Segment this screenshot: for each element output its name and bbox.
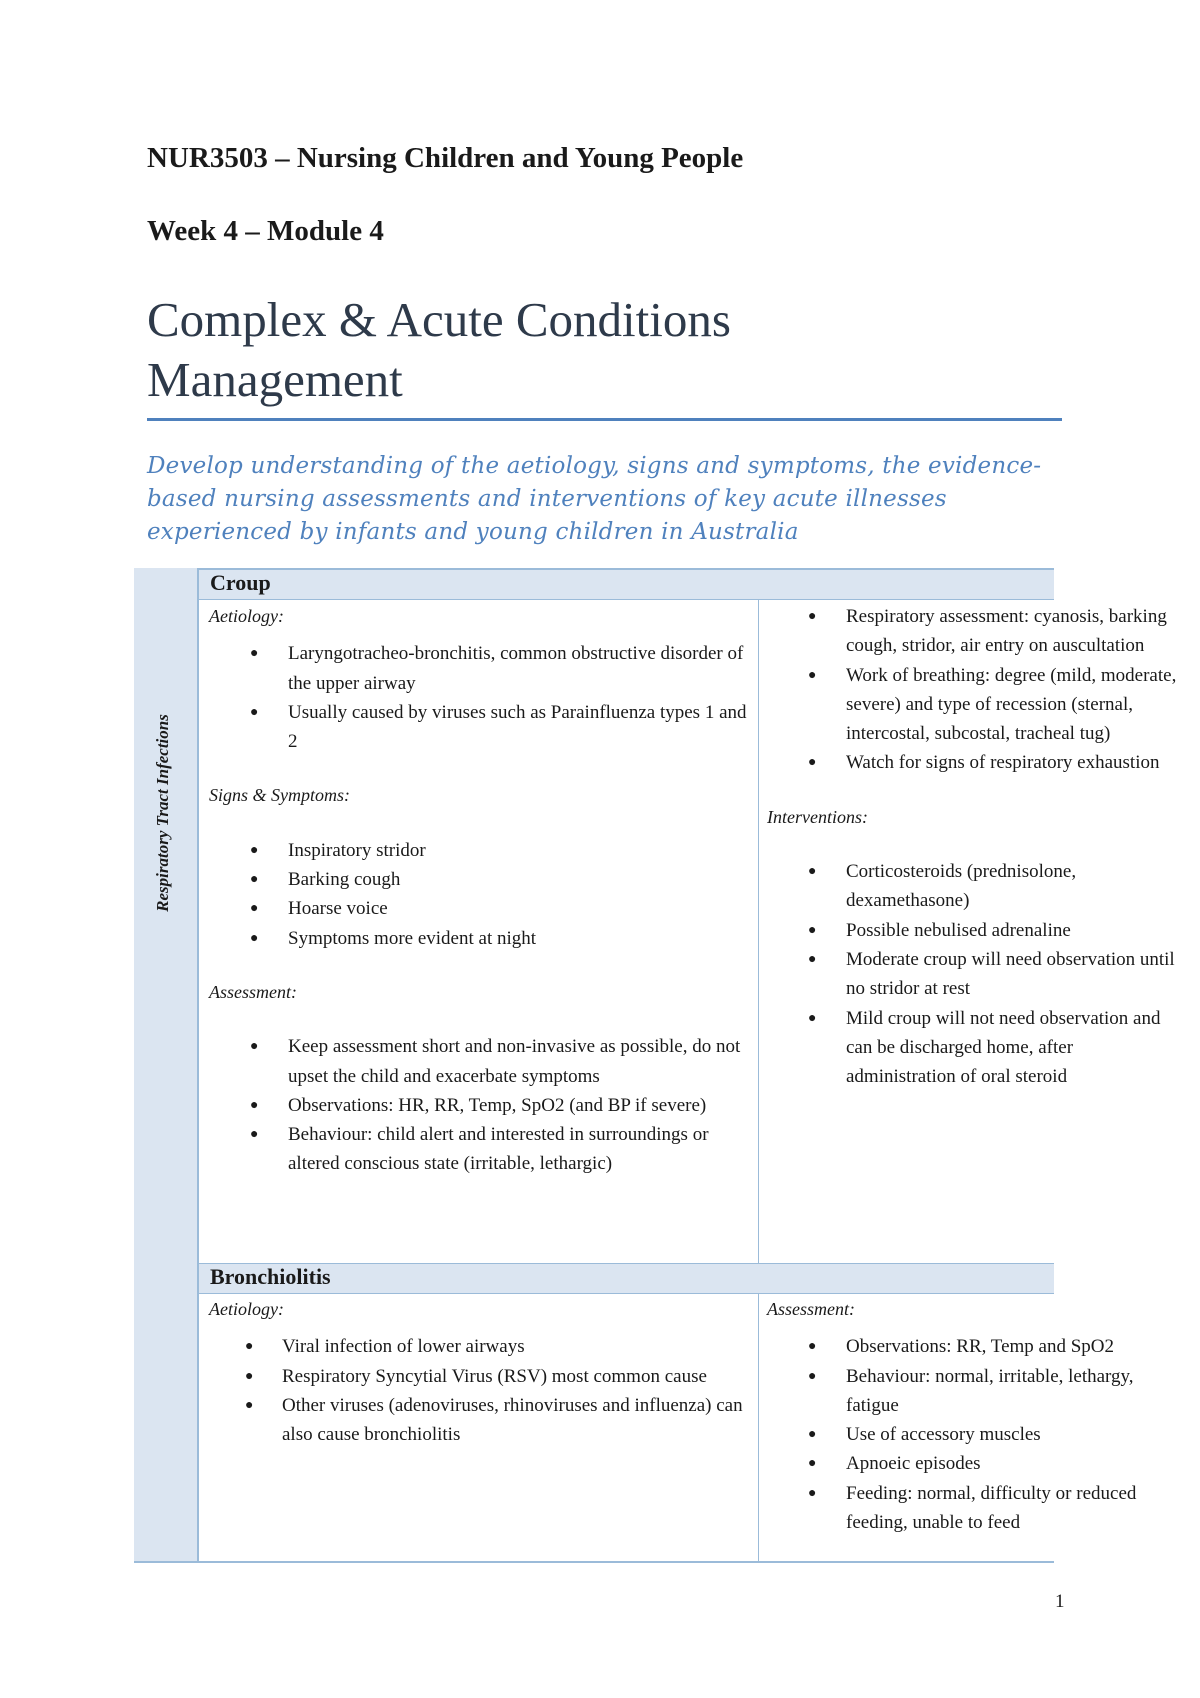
bullet-icon: ● [808,1010,817,1026]
conditions-table [134,568,1177,1563]
bullet-icon: ● [245,1368,254,1384]
list-item: ● Keep assessment short and non-invasive as possible, do not upset the child and exacerbate symptoms [209,1032,749,1091]
croup-left-cell [209,602,749,1179]
bullet-icon: ● [245,1397,254,1413]
bullet-icon: ● [250,646,259,662]
croup-column-divider [758,600,759,1263]
croup-assessment-list [209,1032,749,1178]
list-item: ● Barking cough [209,865,749,894]
list-item: ● Work of breathing: degree (mild, moderate, severe) and type of recession (sternal, intercostal, subcostal, tracheal tug) [767,661,1187,749]
croup-interventions-label: Interventions: [767,806,868,827]
bullet-icon: ● [808,1485,817,1501]
croup-interventions-list [767,857,1187,1091]
list-item: ● Mild croup will not need observation and can be discharged home, after administration of oral steroid [767,1004,1187,1092]
list-item: ● Behaviour: normal, irritable, lethargy, fatigue [767,1362,1187,1421]
list-item: ● Corticosteroids (prednisolone, dexamethasone) [767,857,1187,916]
bullet-icon: ● [250,930,259,946]
bullet-icon: ● [250,1097,259,1113]
page-title-line-1: Complex & Acute Conditions [147,292,731,347]
bullet-icon: ● [808,951,817,967]
page-title-line-2: Management [147,352,403,407]
list-item: ● Usually caused by viruses such as Parainfluenza types 1 and 2 [209,698,749,757]
list-item: ● Laryngotracheo-bronchitis, common obstructive disorder of the upper airway [209,639,749,698]
bullet-icon: ● [808,609,817,624]
bronchiolitis-assessment-list [767,1332,1187,1537]
course-heading: NUR3503 – Nursing Children and Young People [147,142,744,174]
title-underline [147,418,1062,421]
bullet-icon: ● [250,1127,259,1143]
list-item: ● Apnoeic episodes [767,1449,1187,1478]
learning-objective: Develop understanding of the aetiology, signs and symptoms, the evidence-based nursing assessments and interventions of key acute illnesses experienced by infants and young children in Australia [147,453,1042,545]
list-item: ● Respiratory assessment: cyanosis, barking cough, stridor, air entry on auscultation [767,602,1187,661]
list-item: ● Watch for signs of respiratory exhaustion [767,748,1187,777]
list-item: ● Behaviour: child alert and interested in surroundings or altered conscious state (irritable, lethargic) [209,1120,749,1179]
croup-signs-list [209,836,749,953]
list-item: ● Viral infection of lower airways [209,1332,749,1361]
bronchiolitis-aetiology-list [209,1332,749,1449]
bullet-icon: ● [808,1427,817,1443]
table-bottom-border [134,1561,1054,1563]
croup-header-row [199,570,1054,600]
bronchiolitis-title: Bronchiolitis [210,1264,331,1289]
list-item: ● Inspiratory stridor [209,836,749,865]
list-item: ● Feeding: normal, difficulty or reduced feeding, unable to feed [767,1479,1187,1538]
bronchiolitis-right-cell [767,1295,1187,1537]
bullet-icon: ● [808,755,817,771]
bullet-icon: ● [808,1456,817,1472]
bullet-icon: ● [250,1039,259,1055]
croup-title: Croup [210,570,271,595]
croup-aetiology-label: Aetiology: [209,606,284,626]
bullet-icon: ● [808,1339,817,1355]
bullet-icon: ● [250,901,259,917]
bronchiolitis-aetiology-label: Aetiology: [209,1299,284,1319]
list-item: ● Respiratory Syncytial Virus (RSV) most common cause [209,1362,749,1391]
bullet-icon: ● [250,872,259,888]
bronchiolitis-left-cell [209,1295,749,1449]
croup-signs-label: Signs & Symptoms: [209,785,350,806]
list-item: ● Use of accessory muscles [767,1420,1187,1449]
list-item: ● Observations: RR, Temp and SpO2 [767,1332,1187,1361]
list-item: ● Possible nebulised adrenaline [767,916,1187,945]
list-item: ● Moderate croup will need observation until no stridor at rest [767,945,1187,1004]
bullet-icon: ● [808,667,817,683]
page-title [147,290,1067,410]
croup-assessment-label: Assessment: [209,981,297,1002]
page-number: 1 [1055,1591,1065,1612]
category-label: Respiratory Tract Infections [153,714,172,912]
bullet-icon: ● [808,1368,817,1384]
bullet-icon: ● [250,704,259,720]
list-item: ● Other viruses (adenoviruses, rhinoviruses and influenza) can also cause bronchiolitis [209,1391,749,1450]
week-heading: Week 4 – Module 4 [147,215,384,247]
bullet-icon: ● [808,922,817,938]
bullet-icon: ● [250,842,259,858]
bronchiolitis-column-divider [758,1294,759,1561]
bullet-icon: ● [245,1339,254,1355]
croup-aetiology-list [209,639,749,756]
croup-right-cell [767,602,1187,1091]
croup-assessment-cont-list [767,602,1187,778]
category-sidebar [134,568,199,1563]
bullet-icon: ● [808,864,817,880]
list-item: ● Symptoms more evident at night [209,924,749,953]
list-item: ● Hoarse voice [209,894,749,923]
bronchiolitis-assessment-label: Assessment: [767,1299,855,1319]
list-item: ● Observations: HR, RR, Temp, SpO2 (and BP if severe) [209,1091,749,1120]
